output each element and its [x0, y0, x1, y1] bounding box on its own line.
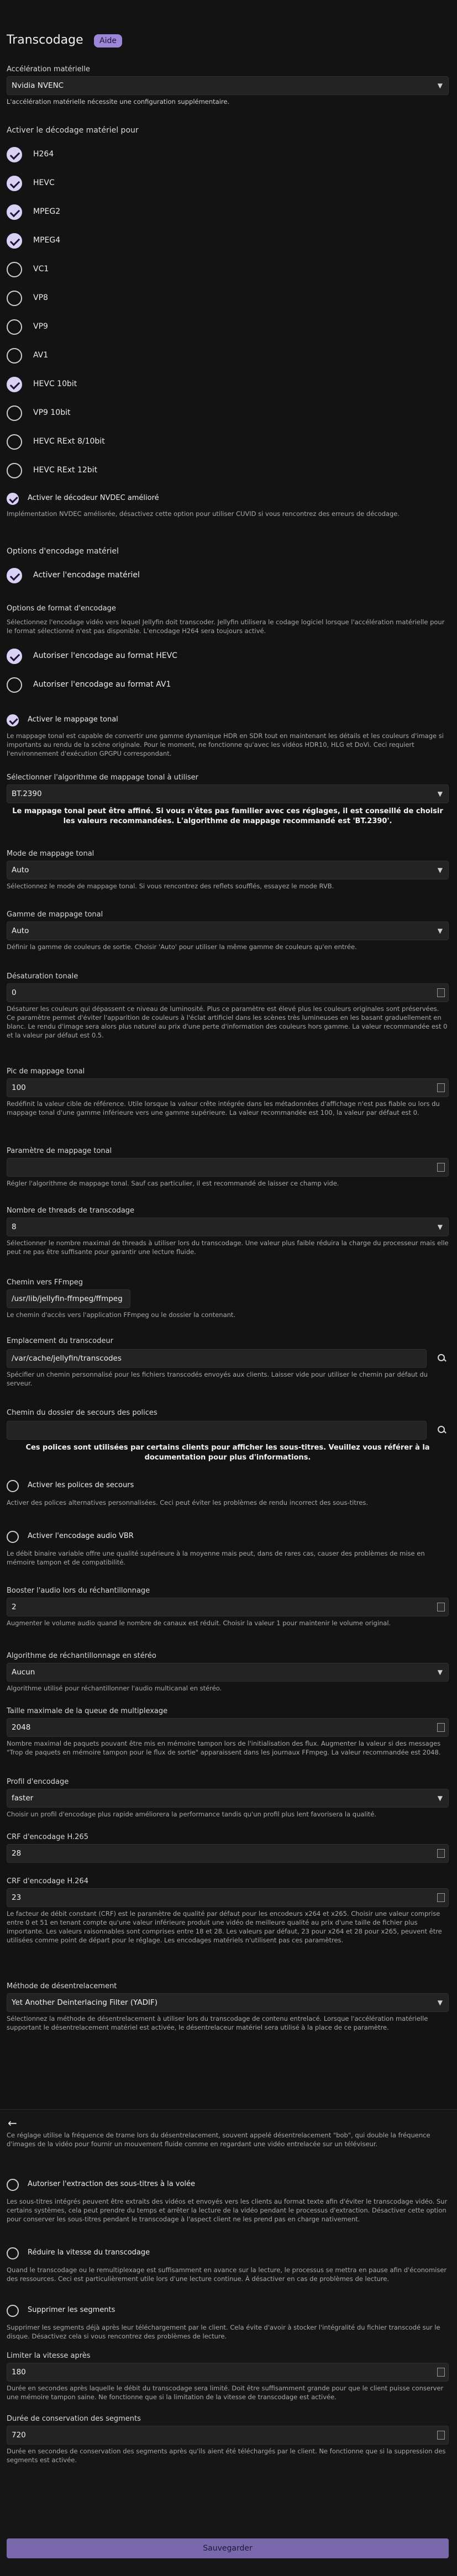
- ffmpeg-value: /usr/lib/jellyfin-ffmpeg/ffmpeg: [12, 1294, 123, 1303]
- chevron-down-icon: ▼: [437, 1999, 443, 2006]
- throttle-label: Réduire la vitesse du transcodage: [28, 2248, 150, 2257]
- decoding-codec-label: MPEG2: [33, 207, 61, 216]
- spinner-icon[interactable]: [437, 1083, 445, 1092]
- checkbox[interactable]: [7, 147, 22, 162]
- checkbox[interactable]: [7, 568, 22, 583]
- checkbox[interactable]: [7, 649, 22, 664]
- decoding-codec-label: VP8: [33, 293, 48, 302]
- spinner-icon[interactable]: [437, 1603, 445, 1611]
- threads-label: Nombre de threads de transcodage: [7, 1207, 135, 1215]
- threads-select[interactable]: [7, 1218, 449, 1236]
- crf-h264-input[interactable]: [7, 1888, 449, 1907]
- chevron-down-icon: ▼: [437, 1223, 443, 1231]
- tonemap-range-hint: Définir la gamme de couleurs de sortie. Choisir 'Auto' pour utiliser la même gamme de couleurs qu'en entrée.: [7, 943, 357, 951]
- ffmpeg-hint: Le chemin d'accès vers l'application FFmpeg ou le dossier la contenant.: [7, 1311, 236, 1319]
- crf-hint: Le facteur de débit constant (CRF) est le paramètre de qualité par défaut pour les encodeurs x264 et x265. Choisir une valeur comprise entre 0 et 51 en tenant compte qu'une valeur inférieure produit une vidéo de meilleure qualité au prix d'une taille de fichier plus importante. Les valeurs raisonnables sont comprises entre 18 et 28. Les valeurs par défaut, 23 pour x264 et 28 pour x265, peuvent être utilisées comme point de départ pour le réglage. Les encodages matériels n'utilisent pas ces paramètres.: [7, 1910, 442, 1944]
- tonemap-label: Activer le mappage tonal: [28, 715, 118, 724]
- spinner-icon[interactable]: [437, 1893, 445, 1902]
- throttle-after-hint: Durée en secondes après laquelle le débit du transcodage sera limité. Doit être suffisamment grande pour que le client puisse conserver une mémoire tampon saine. Ne fonctionne que si la limitation de la vitesse de transcodage est activée.: [7, 2384, 444, 2401]
- transcode-path-input[interactable]: [7, 1349, 427, 1368]
- downmix-boost-label: Booster l'audio lors du réchantillonnage: [7, 1587, 150, 1595]
- segment-keep-hint: Durée en secondes de conservation des segments après qu'ils aient été téléchargés par le client. Ne fonctionne que si la suppression des segments est activée.: [7, 2447, 446, 2464]
- checkbox[interactable]: [7, 262, 22, 277]
- desat-input[interactable]: [7, 983, 449, 1002]
- downmix-algo-select[interactable]: [7, 1663, 449, 1682]
- hevc-encoding-label: Autoriser l'encodage au format HEVC: [33, 651, 177, 660]
- checkbox[interactable]: [7, 434, 22, 450]
- back-arrow-icon[interactable]: ←: [8, 2116, 17, 2130]
- desat-label: Désaturation tonale: [7, 972, 78, 981]
- deinterlace-select[interactable]: [7, 1993, 449, 2012]
- spinner-icon[interactable]: [437, 1723, 445, 1732]
- spinner-icon[interactable]: [437, 2368, 445, 2377]
- decoding-codec-label: VP9 10bit: [33, 408, 71, 417]
- accel-hint: L'accélération matérielle nécessite une configuration supplémentaire.: [7, 98, 230, 106]
- checkbox[interactable]: [7, 348, 22, 364]
- decoding-codec-label: VP9: [33, 322, 48, 331]
- format-options-hint: Sélectionnez l'encodage vidéo vers lequel Jellyfin doit transcoder. Jellyfin utilisera le codage logiciel lorsque l'accélération matérielle pour le format sélectionné n'est pas disponible. L'encodage H264 sera toujours activé.: [7, 618, 445, 635]
- desat-hint: Désaturer les couleurs qui dépassent ce niveau de luminosité. Plus ce paramètre est élevé plus les couleurs originales sont préservées. Ce paramètre permet d'éviter l'apparition de couleurs à l'éclat artificiel dans les scènes très lumineuses en les basant graduellement en blanc. Le rendu d'image sera alors plus naturel au prix d'une perte d'information des couleurs hors gamme. La valeur recommandée est 0 et la valeur par défaut est 0.5.: [7, 1005, 448, 1039]
- page-header: [0, 33, 457, 51]
- checkbox[interactable]: [7, 2247, 19, 2259]
- deinterlace-partial-hint: Ce réglage utilise la fréquence de trame lors du désentrelacement, souvent appelé désentrelacement "bob", qui double la fréquence d'images de la vidéo pour fournir un mouvement fluide comme en regardant une vidéo entrelacée sur un téléviseur.: [7, 2131, 430, 2148]
- segment-keep-input[interactable]: [7, 2426, 449, 2445]
- threads-value: 8: [12, 1223, 17, 1231]
- fallback-fonts-hint: Activer des polices alternatives personnalisées. Ceci peut éviter les problèmes de rendu incorrect des sous-titres.: [7, 1499, 369, 1506]
- tonemap-mode-hint: Sélectionnez le mode de mappage tonal. Si vous rencontrez des reflets soufflés, essayez le mode RVB.: [7, 882, 334, 890]
- muxing-queue-hint: Nombre maximal de paquets pouvant être mis en mémoire tampon lors de l'initialisation des flux. Augmenter la valeur si des messages "Trop de paquets en mémoire tampon pour le flux de sortie" apparaissent dans les journaux FFmpeg. La valeur recommandée est 2048.: [7, 1740, 441, 1756]
- preset-select[interactable]: [7, 1789, 449, 1808]
- help-button[interactable]: Aide: [94, 34, 122, 48]
- delete-segments-hint: Supprimer les segments déjà après leur téléchargement par le client. Cela évite d'avoir à stocker l'intégralité du fichier transcodé sur le disque. Désactivez cela si vous rencontrez des problèmes de lecture.: [7, 2324, 440, 2340]
- crf-h264-label: CRF d'encodage H.264: [7, 1877, 88, 1885]
- nvdec-hint: Implémentation NVDEC améliorée, désactivez cette option pour utiliser CUVID si vous rencontrez des erreurs de décodage.: [7, 510, 400, 518]
- vbr-hint: Le débit binaire variable offre une qualité supérieure à la moyenne mais peut, dans de rares cas, causer des problèmes de mise en mémoire tampon et de compatibilité.: [7, 1550, 425, 1566]
- decoding-codec-label: HEVC 10bit: [33, 380, 77, 388]
- segment-keep-label: Durée de conservation des segments: [7, 2415, 141, 2423]
- crf-h265-input[interactable]: [7, 1844, 449, 1863]
- checkbox[interactable]: [7, 319, 22, 335]
- throttle-after-input[interactable]: [7, 2363, 449, 2382]
- deinterlace-label: Méthode de désentrelacement: [7, 1982, 117, 1990]
- subs-extract-hint: Les sous-titres intégrés peuvent être extraits des vidéos et envoyés vers les clients au format texte afin d'éviter le transcodage vidéo. Sur certains systèmes, cela peut prendre du temps et arrêter la lecture de la vidéo pendant le processus d'extraction. Désactiver cette option pour conserver les sous-titres pendant le transcodage à l'aspect client ne les prend pas en charge nativement.: [7, 2198, 448, 2223]
- ffmpeg-label: Chemin vers FFmpeg: [7, 1278, 83, 1287]
- accel-label: Accélération matérielle: [7, 65, 90, 73]
- decoding-label: Activer le décodage matériel pour: [7, 126, 139, 135]
- checkbox[interactable]: [7, 1531, 19, 1543]
- search-icon[interactable]: [437, 1425, 447, 1435]
- tonemap-param-input[interactable]: [7, 1158, 449, 1177]
- checkbox[interactable]: [7, 291, 22, 306]
- spinner-icon[interactable]: [437, 2431, 445, 2440]
- format-options-label: Options de format d'encodage: [7, 604, 116, 613]
- downmix-algo-value: Aucun: [12, 1668, 35, 1677]
- tonemap-algo-select[interactable]: [7, 784, 449, 803]
- throttle-after-label: Limiter la vitesse après: [7, 2352, 91, 2360]
- peak-hint: Redéfinit la valeur cible de référence. Utile lorsque la valeur crête intégrée dans les métadonnées d'affichage n'est pas fiable ou lors du mappage tonal d'une gamme inférieure vers une gamme supérieure. La valeur recommandée est 100, la valeur par défaut est 0.: [7, 1100, 440, 1116]
- tonemap-mode-select[interactable]: [7, 861, 449, 879]
- tonemap-range-label: Gamme de mappage tonal: [7, 910, 103, 919]
- checkbox[interactable]: [7, 493, 19, 505]
- hw-encoding-label: Activer l'encodage matériel: [33, 571, 140, 580]
- tonemap-algo-label: Sélectionner l'algorithme de mappage tonal à utiliser: [7, 773, 198, 782]
- peak-label: Pic de mappage tonal: [7, 1067, 85, 1076]
- crf-h265-label: CRF d'encodage H.265: [7, 1833, 88, 1841]
- peak-value: 100: [12, 1083, 26, 1092]
- decoding-codec-label: HEVC RExt 8/10bit: [33, 437, 105, 446]
- transcode-path-hint: Spécifier un chemin personnalisé pour les fichiers transcodés envoyés aux clients. Laisser vide pour utiliser le chemin par défaut du serveur.: [7, 1371, 428, 1387]
- decoding-codec-label: VC1: [33, 265, 49, 273]
- subs-extract-label: Autoriser l'extraction des sous-titres à la volée: [28, 2180, 196, 2188]
- downmix-boost-input[interactable]: [7, 1598, 449, 1616]
- decoding-codec-label: AV1: [33, 351, 49, 360]
- fonts-notice: Ces polices sont utilisées par certains clients pour afficher les sous-titres. Veuillez vous référer à la documentation pour plus d'informations.: [25, 1444, 430, 1462]
- tonemap-mode-value: Auto: [12, 866, 29, 875]
- checkbox[interactable]: [7, 2305, 19, 2317]
- fonts-path-label: Chemin du dossier de secours des polices: [7, 1409, 157, 1417]
- downmix-boost-value: 2: [12, 1603, 17, 1611]
- muxing-queue-input[interactable]: [7, 1718, 449, 1737]
- peak-input[interactable]: [7, 1078, 449, 1097]
- nvdec-label: Activer le décodeur NVDEC amélioré: [28, 494, 159, 502]
- checkbox[interactable]: [7, 377, 22, 392]
- threads-hint: Sélectionner le nombre maximal de threads à utiliser lors du transcodage. Une valeur plus faible réduira la charge du processeur mais elle peut ne pas être suffisante pour garantir une lecture fluide.: [7, 1239, 449, 1256]
- throttle-after-value: 180: [12, 2368, 26, 2377]
- chevron-down-icon: ▼: [437, 1668, 443, 1676]
- downmix-algo-label: Algorithme de réchantillonnage en stéréo: [7, 1652, 156, 1660]
- search-icon[interactable]: [437, 1353, 447, 1363]
- checkbox[interactable]: [7, 233, 22, 249]
- preset-label: Profil d'encodage: [7, 1778, 69, 1786]
- save-button[interactable]: Sauvegarder: [7, 2538, 449, 2558]
- downmix-algo-hint: Algorithme utilisé pour réchantillonner l'audio multicanal en stéréo.: [7, 1684, 222, 1692]
- chevron-down-icon: ▼: [437, 790, 443, 798]
- muxing-queue-value: 2048: [12, 1723, 31, 1732]
- crf-h264-value: 23: [12, 1893, 22, 1902]
- deinterlace-hint: Sélectionnez la méthode de désentrelacement à utiliser lors du transcodage de contenu entrelacé. Lorsque l'accélération matérielle supportant le désentrelacement matériel est activée, le désentrelaceur matériel sera utilisé à la place de ce paramètre.: [7, 2015, 428, 2031]
- ffmpeg-input[interactable]: [7, 1289, 130, 1308]
- transcode-path-value: /var/cache/jellyfin/transcodes: [12, 1354, 122, 1363]
- downmix-boost-hint: Augmenter le volume audio quand le nombre de canaux est réduit. Choisir la valeur 1 pour maintenir le volume original.: [7, 1619, 391, 1627]
- tonemap-notice: Le mappage tonal peut être affiné. Si vous n'êtes pas familier avec ces réglages, il est conseillé de choisir les valeurs recommandées. L'algorithme de mappage recommandé est 'BT.2390'.: [12, 807, 443, 825]
- tonemap-range-select[interactable]: [7, 921, 449, 940]
- muxing-queue-label: Taille maximale de la queue de multiplexage: [7, 1707, 168, 1715]
- throttle-hint: Quand le transcodage ou le remultiplexage est suffisamment en avance sur la lecture, le processus se mettra en pause afin d'économiser des ressources. Ceci est particulièrement utile lors d'une lecture continue. À désactiver en cas de problèmes de lecture.: [7, 2266, 447, 2283]
- deinterlace-value: Yet Another Deinterlacing Filter (YADIF): [12, 1998, 157, 2007]
- preset-hint: Choisir un profil d'encodage plus rapide améliorera la performance tandis qu'un profil plus lent favorisera la qualité.: [7, 1810, 377, 1818]
- checkbox[interactable]: [7, 405, 22, 421]
- tonemap-hint: Le mappage tonal est capable de convertir une gamme dynamique HDR en SDR tout en maintenant les détails et les couleurs d'image si importants au rendu de la scène originale. Pour le moment, ne fonctionne qu'avec les vidéos HDR10, HLG et DoVi. Ceci requiert l'environnement d'exécution GPGPU correspondant.: [7, 732, 444, 757]
- chevron-down-icon: ▼: [437, 82, 443, 89]
- segment-keep-value: 720: [12, 2431, 26, 2440]
- decoding-codec-label: MPEG4: [33, 236, 61, 245]
- tonemap-mode-label: Mode de mappage tonal: [7, 850, 94, 858]
- page-title: Transcodage: [7, 33, 83, 47]
- crf-h265-value: 28: [12, 1849, 22, 1858]
- checkbox[interactable]: [7, 2179, 19, 2191]
- tonemap-param-label: Paramètre de mappage tonal: [7, 1147, 112, 1155]
- desat-value: 0: [12, 988, 17, 997]
- checkbox[interactable]: [7, 176, 22, 191]
- delete-segments-label: Supprimer les segments: [28, 2306, 115, 2314]
- checkbox[interactable]: [7, 677, 22, 693]
- preset-value: faster: [12, 1794, 34, 1803]
- chevron-down-icon: ▼: [437, 1794, 443, 1802]
- spinner-icon[interactable]: [437, 1163, 445, 1172]
- encoding-options-label: Options d'encodage matériel: [7, 547, 119, 556]
- tonemap-param-hint: Régler l'algorithme de mappage tonal. Sauf cas particulier, il est recommandé de laisser ce champ vide.: [7, 1179, 339, 1187]
- vbr-label: Activer l'encodage audio VBR: [28, 1532, 134, 1540]
- checkbox[interactable]: [7, 714, 19, 726]
- accel-select[interactable]: [7, 76, 449, 95]
- tonemap-algo-value: BT.2390: [12, 789, 42, 798]
- fonts-path-input[interactable]: [7, 1421, 427, 1440]
- scrolled-panel: [0, 2109, 457, 2576]
- chevron-down-icon: ▼: [437, 866, 443, 874]
- av1-encoding-label: Autoriser l'encodage au format AV1: [33, 680, 171, 689]
- chevron-down-icon: ▼: [437, 927, 443, 935]
- checkbox[interactable]: [7, 204, 22, 220]
- decoding-codec-label: HEVC: [33, 178, 55, 187]
- checkbox[interactable]: [7, 463, 22, 478]
- decoding-codec-label: H264: [33, 150, 54, 159]
- transcode-path-label: Emplacement du transcodeur: [7, 1337, 113, 1345]
- checkbox[interactable]: [7, 1480, 19, 1492]
- accel-value: Nvidia NVENC: [12, 81, 64, 90]
- spinner-icon[interactable]: [437, 988, 445, 997]
- spinner-icon[interactable]: [437, 1849, 445, 1858]
- tonemap-range-value: Auto: [12, 926, 29, 935]
- decoding-codec-label: HEVC RExt 12bit: [33, 466, 98, 475]
- fallback-fonts-label: Activer les polices de secours: [28, 1481, 134, 1489]
